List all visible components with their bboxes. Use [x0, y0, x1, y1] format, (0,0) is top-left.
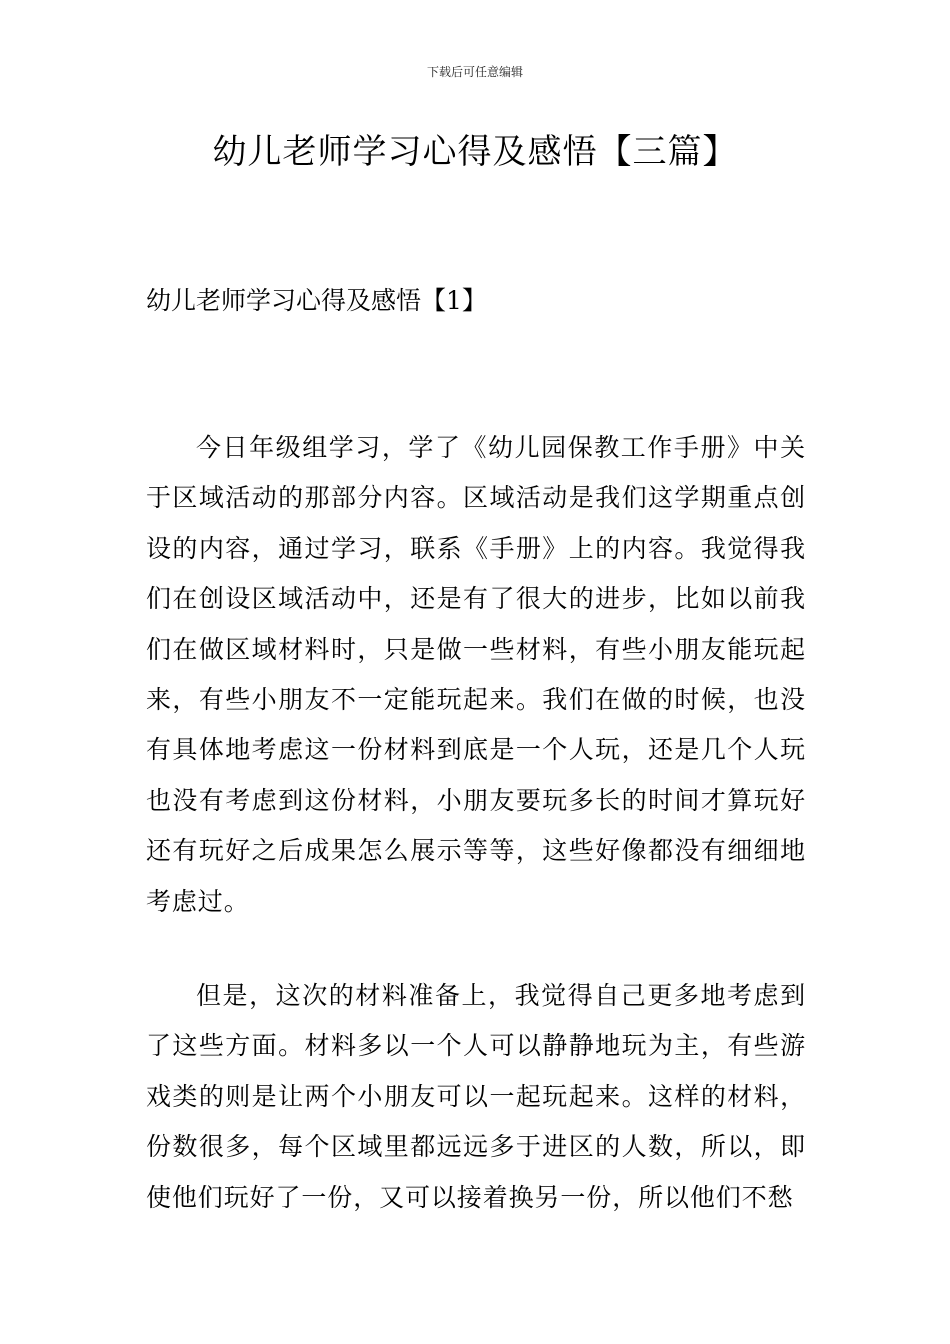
section-heading: 幼儿老师学习心得及感悟【1】 — [146, 286, 487, 315]
paragraph-1: 今日年级组学习，学了《幼儿园保教工作手册》中关于区域活动的那部分内容。区域活动是我们这学期重点创设的内容，通过学习，联系《手册》上的内容。我觉得我们在创设区域活动中，还是有了很大的进步，比如以前我们在做区域材料时，只是做一些材料，有些小朋友能玩起来，有些小朋友不一定能玩起来。我们在做的时候，也没有具体地考虑这一份材料到底是一个人玩，还是几个人玩也没有考虑到这份材料，小朋友要玩多长的时间才算玩好还有玩好之后成果怎么展示等等，这些好像都没有细细地考虑过。 — [146, 433, 806, 916]
header-note: 下载后可任意编辑 — [426, 65, 523, 79]
document-title: 幼儿老师学习心得及感悟【三篇】 — [212, 132, 738, 172]
paragraph-2: 但是，这次的材料准备上，我觉得自己更多地考虑到了这些方面。材料多以一个人可以静静地玩为主，有些游戏类的则是让两个小朋友可以一起玩起来。这样的材料，份数很多，每个区域里都远远多于进区的人数，所以，即使他们玩好了一份，又可以接着换另一份，所以他们不愁 — [146, 981, 806, 1212]
